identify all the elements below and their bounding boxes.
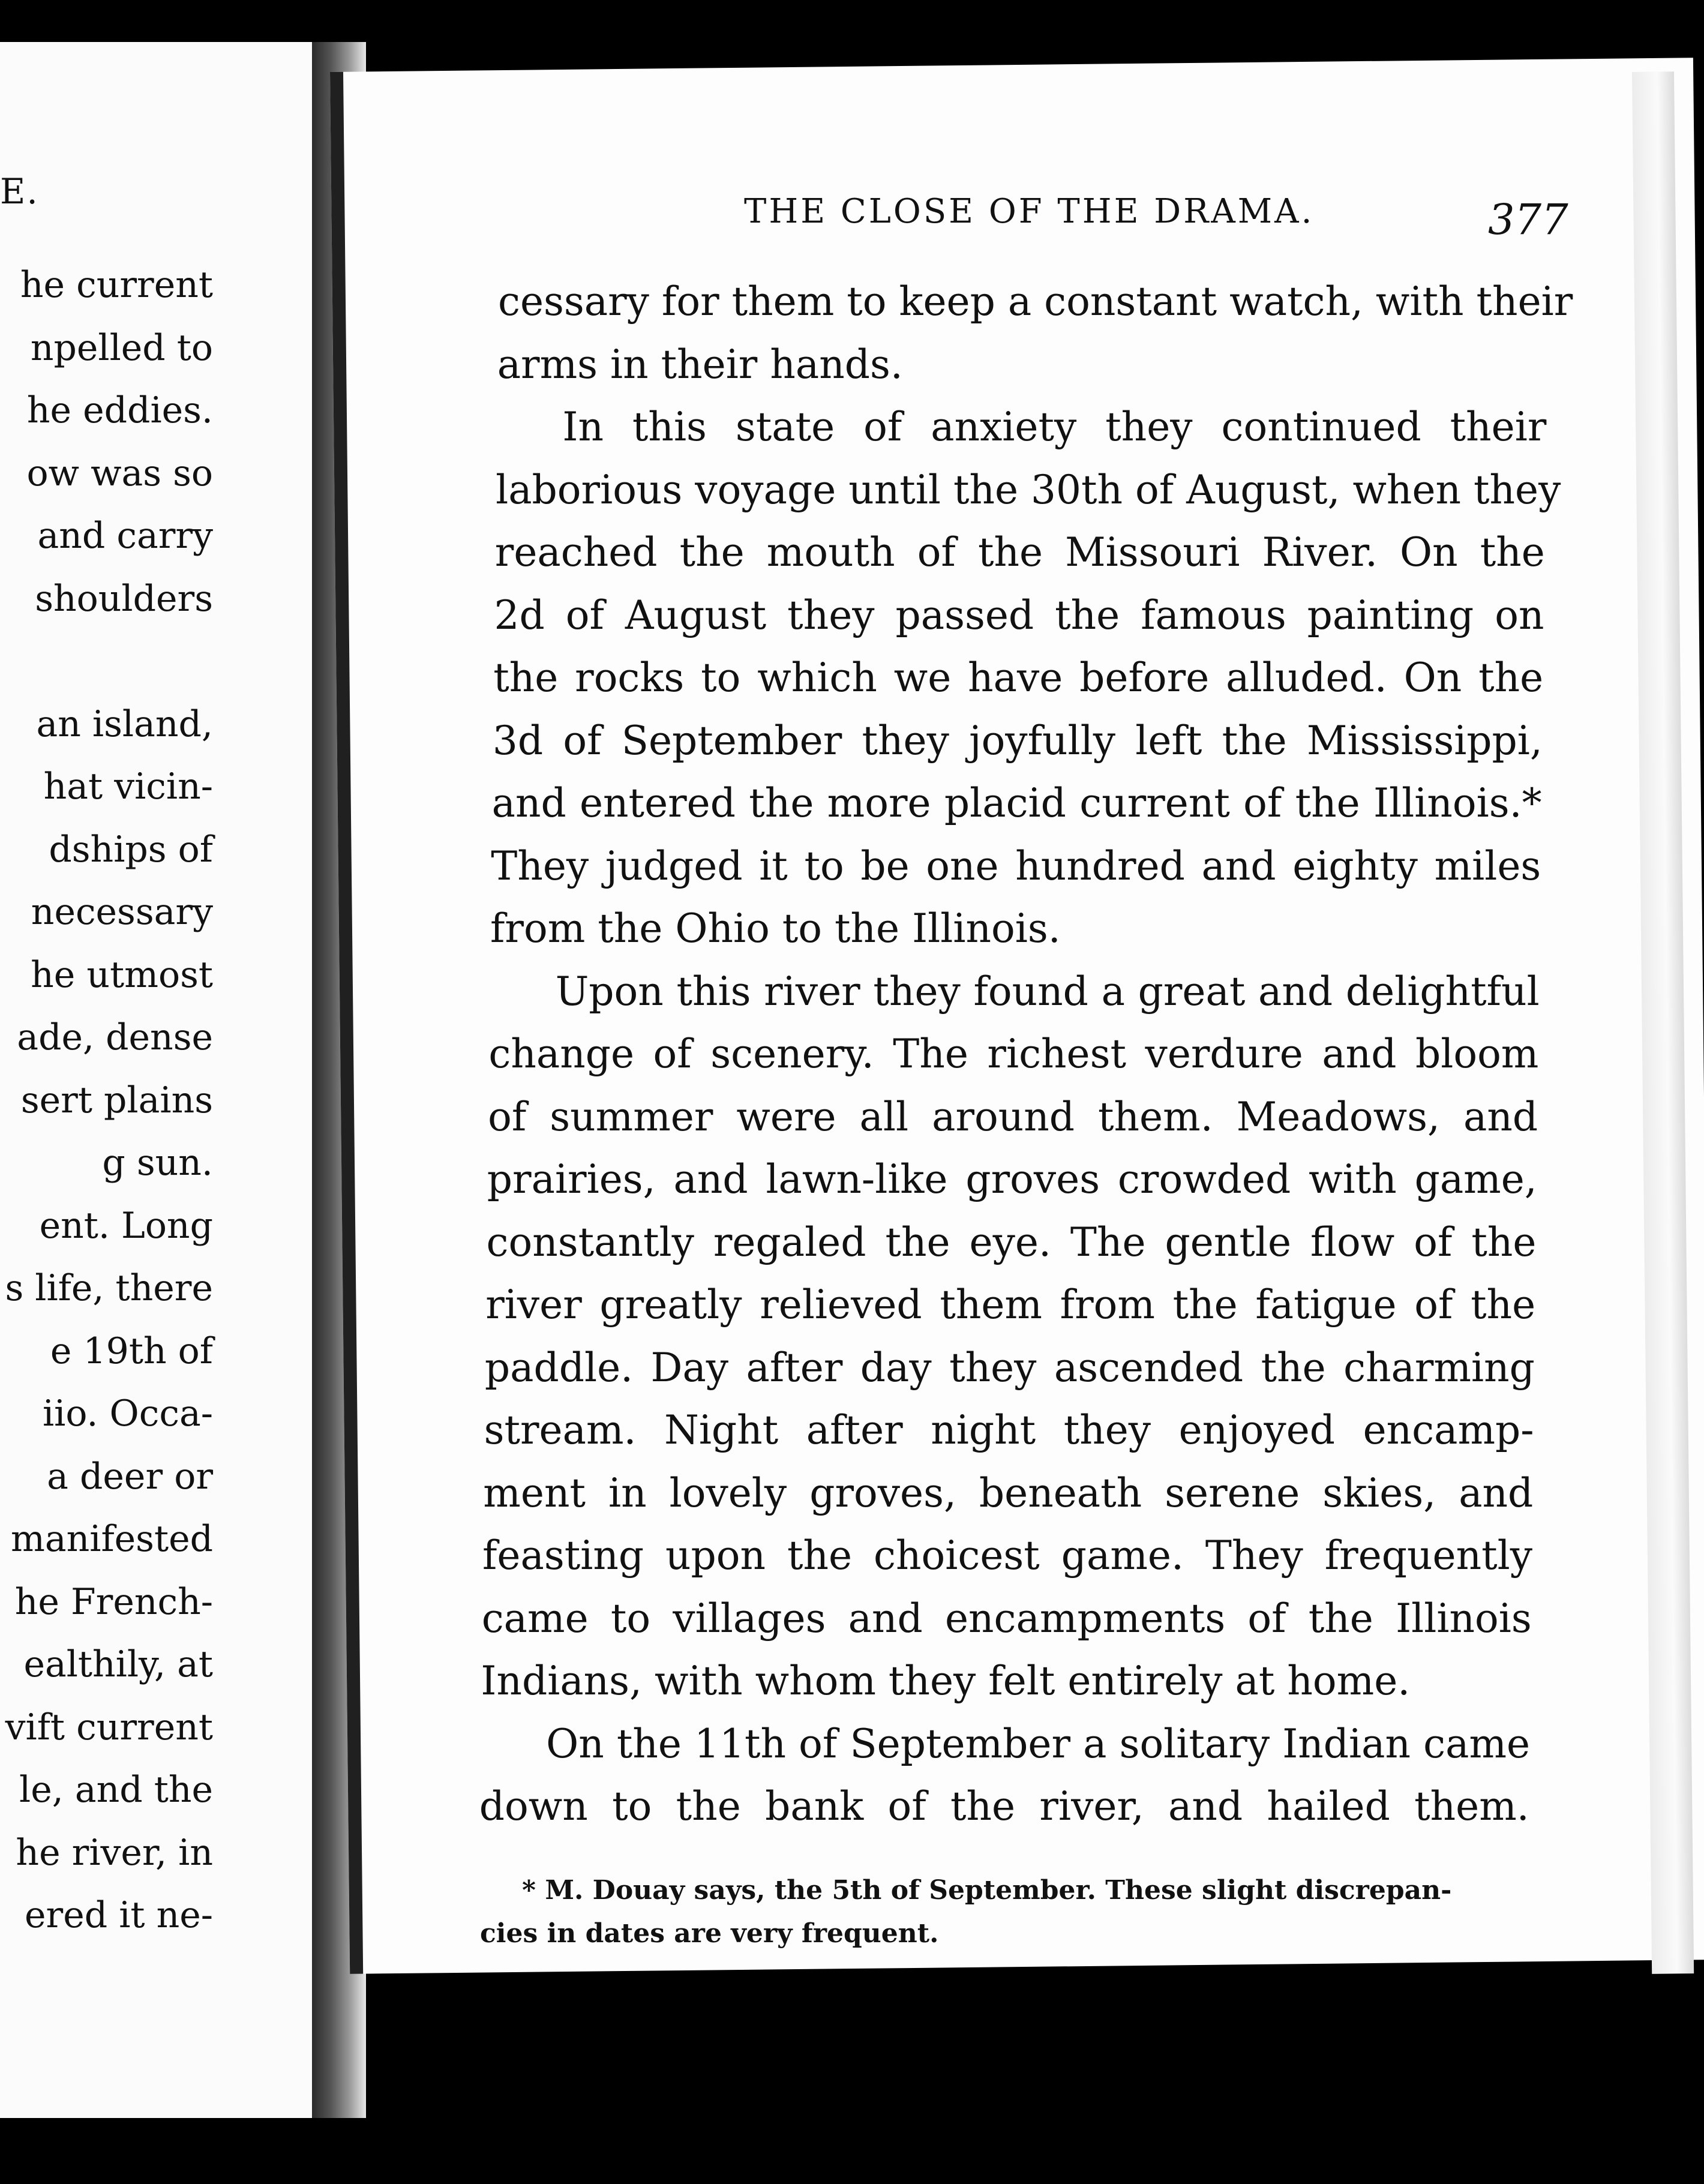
- body-line: ment in lovely groves, beneath serene skies, and: [483, 1469, 1534, 1516]
- body-line: stream. Night after night they enjoyed encamp-: [484, 1407, 1534, 1453]
- left-page-line: g sun.: [102, 1142, 213, 1184]
- left-page-line: he river, in: [16, 1831, 213, 1874]
- body-line: down to the bank of the river, and hailed them.: [479, 1783, 1529, 1829]
- left-page-line: he French-: [14, 1580, 213, 1623]
- body-line: cessary for them to keep a constant watch, with their: [498, 278, 1573, 325]
- body-line: came to villages and encampments of the Illinois: [481, 1595, 1532, 1642]
- footnote-line: cies in dates are very frequent.: [480, 1918, 939, 1949]
- left-page-line: iio. Occa-: [42, 1393, 213, 1435]
- body-line: arms in their hands.: [497, 341, 903, 388]
- left-page-line: manifested: [10, 1518, 213, 1560]
- body-line: They judged it to be one hundred and eighty miles: [491, 842, 1541, 889]
- left-page-line: ade, dense: [17, 1016, 213, 1058]
- body-line: 2d of August they passed the famous painting on: [494, 592, 1544, 638]
- left-page-line: vift current: [5, 1706, 213, 1748]
- left-page-line: he utmost: [31, 953, 213, 996]
- body-line: the rocks to which we have before alluded. On the: [493, 655, 1544, 701]
- body-line: laborious voyage until the 30th of August, when they: [496, 466, 1561, 513]
- body-line: reached the mouth of the Missouri River. On the: [494, 529, 1545, 575]
- body-line: In this state of anxiety they continued their: [562, 404, 1547, 450]
- left-page-line: ered it ne-: [25, 1894, 213, 1936]
- left-page-line: and carry: [37, 515, 213, 557]
- left-page-line: a deer or: [47, 1455, 213, 1498]
- left-page-line: sert plains: [20, 1079, 213, 1121]
- left-page-line: npelled to: [30, 326, 213, 369]
- footnote-line: * M. Douay says, the 5th of September. These slight discrepan-: [522, 1875, 1452, 1906]
- left-page: [0, 42, 312, 2118]
- left-page-line: ent. Long: [39, 1204, 213, 1247]
- body-line: Upon this river they found a great and delightful: [555, 968, 1540, 1015]
- left-page-running-head: E.: [0, 171, 39, 212]
- page-number: 377: [1488, 195, 1568, 244]
- body-line: prairies, and lawn-like groves crowded with game,: [487, 1156, 1537, 1202]
- body-line: change of scenery. The richest verdure and bloom: [488, 1031, 1539, 1077]
- left-page-line: hat vicin-: [43, 766, 213, 808]
- left-page-line: he current: [20, 264, 213, 306]
- left-page-line: ealthily, at: [23, 1643, 213, 1685]
- body-line: of summer were all around them. Meadows, and: [488, 1093, 1538, 1140]
- body-line: On the 11th of September a solitary Indian came: [546, 1720, 1531, 1767]
- left-page-line: e 19th of: [50, 1330, 213, 1372]
- body-line: Indians, with whom they felt entirely at home.: [481, 1658, 1411, 1704]
- left-page-line: shoulders: [35, 577, 213, 620]
- body-line: paddle. Day after day they ascended the charming: [484, 1344, 1535, 1391]
- body-line: feasting upon the choicest game. They frequently: [482, 1532, 1532, 1579]
- body-line: constantly regaled the eye. The gentle flow of the: [486, 1219, 1537, 1265]
- left-page-line: necessary: [31, 891, 213, 933]
- left-page-line: s life, there: [5, 1267, 213, 1309]
- body-line: river greatly relieved them from the fatigue of the: [485, 1282, 1536, 1328]
- left-page-line: dships of: [49, 828, 213, 871]
- body-line: 3d of September they joyfully left the Mississippi,: [492, 717, 1543, 764]
- body-line: from the Ohio to the Illinois.: [490, 905, 1061, 952]
- body-line: and entered the more placid current of the Illinois.*: [491, 780, 1542, 826]
- left-page-line: he eddies.: [26, 389, 213, 431]
- left-page-line: le, and the: [19, 1769, 213, 1811]
- running-head: THE CLOSE OF THE DRAMA.: [744, 192, 1315, 231]
- left-page-line: ow was so: [26, 452, 213, 494]
- left-page-line: an island,: [36, 703, 213, 745]
